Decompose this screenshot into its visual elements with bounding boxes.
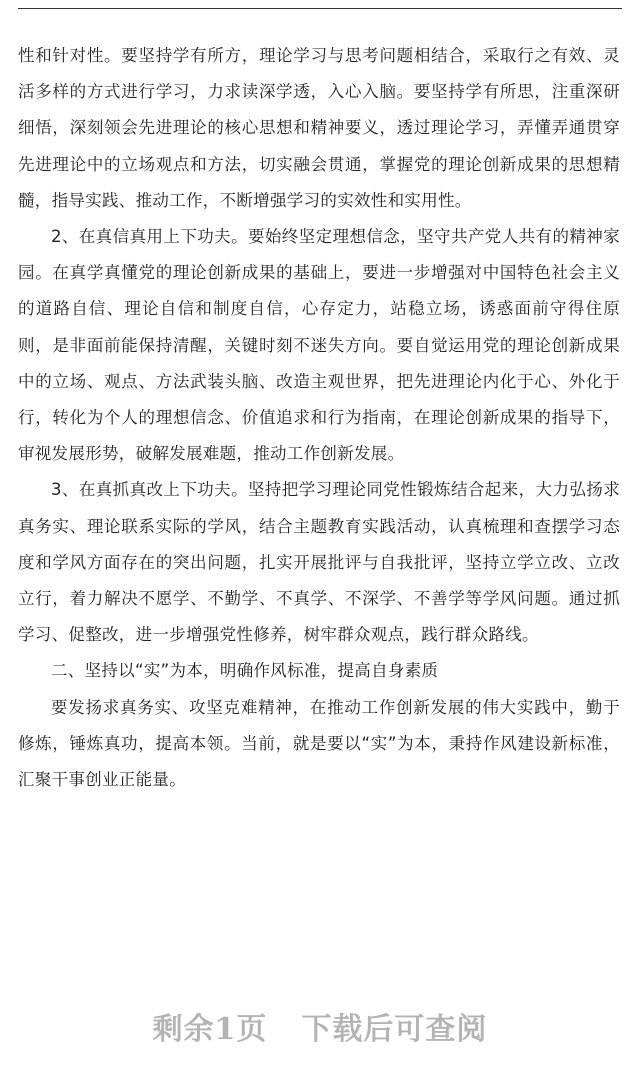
document-body xyxy=(18,38,620,798)
paragraph-continuation: 性和针对性。要坚持学有所方，理论学习与思考问题相结合，采取行之有效、灵活多样的方式进行学习，力求读深学透，入心入脑。要坚持学有所思，注重深研细悟，深刻领会先进理论的核心思想和精神要义，透过理论学习，弄懂弄通贯穿先进理论中的立场观点和方法，切实融会贯通，掌握党的理论创新成果的思想精髓，指导实践、推动工作，不断增强学习的实效性和实用性。 xyxy=(18,46,620,210)
download-banner[interactable] xyxy=(0,1002,640,1050)
paragraph-zhenzhua-zhengai: 3、在真抓真改上下功夫。坚持把学习理论同党性锻炼结合起来，大力弘扬求真务实、理论联系实际的学风，结合主题教育实践活动，认真梳理和查摆学习态度和学风方面存在的突出问题，扎实开展批评与自我批评，坚持立学立改、立改立行，着力解决不愿学、不勤学、不真学、不深学、不善学等学风问题。通过抓学习、促整改，进一步增强党性修养，树牢群众观点，践行群众路线。 xyxy=(18,480,620,645)
section-heading-two: 二、坚持以“实”为本，明确作风标准，提高自身素质 xyxy=(51,661,439,681)
remaining-pages-label: 剩余1页 xyxy=(152,1012,268,1047)
paragraph-qiuzhen-wushi: 要发扬求真务实、攻坚克难精神，在推动工作创新发展的伟大实践中，勤于修炼，锤炼真功，提高本领。当前，就是要以“实”为本，秉持作风建设新标准，汇聚干事创业正能量。 xyxy=(18,697,620,790)
download-to-view-label: 下载后可查阅 xyxy=(301,1012,488,1047)
paragraph-zhenxin-zhenyong: 2、在真信真用上下功夫。要始终坚定理想信念，坚守共产党人共有的精神家园。在真学真懂党的理论创新成果的基础上，要进一步增强对中国特色社会主义的道路自信、理论自信和制度自信，心存定力，站稳立场，诱惑面前守得住原则，是非面前能保持清醒，关键时刻不迷失方向。要自觉运用党的理论创新成果中的立场、观点、方法武装头脑、改造主观世界，把先进理论内化于心、外化于行，转化为个人的理想信念、价值追求和行为指南，在理论创新成果的指导下，审视发展形势，破解发展难题，推动工作创新发展。 xyxy=(18,227,620,464)
top-divider xyxy=(18,8,622,9)
